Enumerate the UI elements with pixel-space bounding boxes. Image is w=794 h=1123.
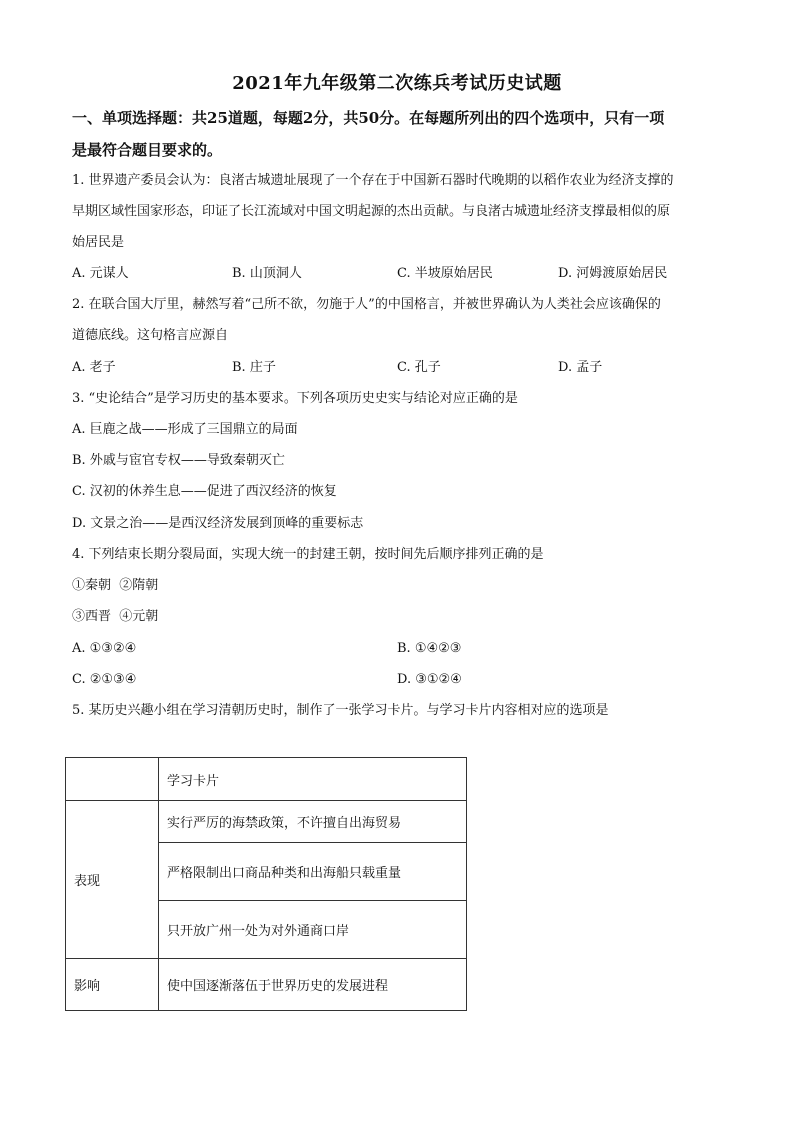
table-header-cell: 学习卡片 (159, 758, 467, 801)
q4-items-line-1: ①秦朝 ②隋朝 (72, 578, 159, 593)
q4-option-a: A. ①③②④ (72, 641, 137, 656)
q5-text-line-1: 5. 某历史兴趣小组在学习清朝历史时，制作了一张学习卡片。与学习卡片内容相对应的选项是 (72, 703, 609, 718)
q1-option-c: C. 半坡原始居民 (397, 266, 493, 281)
table-cell-empty (66, 758, 159, 801)
section-heading-line-1: 一、单项选择题：共25道题，每题2分，共50分。在每题所列出的四个选项中，只有一项 (72, 109, 665, 127)
q3-option-b: B. 外戚与宦官专权——导致秦朝灭亡 (72, 453, 285, 468)
table-cell-row-3: 只开放广州一处为对外通商口岸 (159, 901, 467, 959)
table-row (66, 758, 467, 801)
q2-text-line-2: 道德底线。这句格言应源自 (72, 328, 229, 343)
table-cell-row-2: 严格限制出口商品种类和出海船只载重量 (159, 843, 467, 901)
table-cell-row-4: 使中国逐渐落伍于世界历史的发展进程 (159, 959, 467, 1011)
q4-option-d: D. ③①②④ (397, 672, 462, 687)
label-biaoxian-cell: 表现 (66, 801, 159, 959)
q4-option-b: B. ①④②③ (397, 641, 462, 656)
q1-text-line-2: 早期区域性国家形态，印证了长江流域对中国文明起源的杰出贡献。与良渚古城遗址经济支撑最相似的原 (72, 204, 671, 219)
q4-option-c: C. ②①③④ (72, 672, 137, 687)
table-cell-row-1: 实行严厉的海禁政策，不许擅自出海贸易 (159, 801, 467, 843)
q3-text-line-1: 3. “史论结合”是学习历史的基本要求。下列各项历史史实与结论对应正确的是 (72, 391, 518, 406)
q2-option-a: A. 老子 (72, 360, 116, 375)
q1-option-a: A. 元谋人 (72, 266, 129, 281)
table-row (66, 801, 467, 843)
q4-text-line-1: 4. 下列结束长期分裂局面，实现大统一的封建王朝，按时间先后顺序排列正确的是 (72, 547, 544, 562)
q1-option-d: D. 河姆渡原始居民 (558, 266, 668, 281)
q1-option-b: B. 山顶洞人 (232, 266, 302, 281)
q2-option-c: C. 孔子 (397, 360, 441, 375)
q1-text-line-1: 1. 世界遗产委员会认为：良渚古城遗址展现了一个存在于中国新石器时代晚期的以稻作农业为经济支撑的 (72, 173, 674, 188)
table-row (66, 959, 467, 1011)
label-yingxiang-cell: 影响 (66, 959, 159, 1011)
q1-text-line-3: 始居民是 (72, 235, 125, 250)
q3-option-c: C. 汉初的休养生息——促进了西汉经济的恢复 (72, 484, 337, 499)
q4-items-line-2: ③西晋 ④元朝 (72, 609, 159, 624)
page-title: 2021年九年级第二次练兵考试历史试题 (232, 73, 562, 94)
study-card-table (65, 757, 467, 1011)
q2-text-line-1: 2. 在联合国大厅里，赫然写着“己所不欲，勿施于人”的中国格言，并被世界确认为人类社会应该确保的 (72, 297, 661, 312)
q2-option-b: B. 庄子 (232, 360, 276, 375)
q3-option-a: A. 巨鹿之战——形成了三国鼎立的局面 (72, 422, 298, 437)
q2-option-d: D. 孟子 (558, 360, 603, 375)
section-heading-line-2: 是最符合题目要求的。 (72, 141, 223, 159)
q3-option-d: D. 文景之治——是西汉经济发展到顶峰的重要标志 (72, 516, 364, 531)
